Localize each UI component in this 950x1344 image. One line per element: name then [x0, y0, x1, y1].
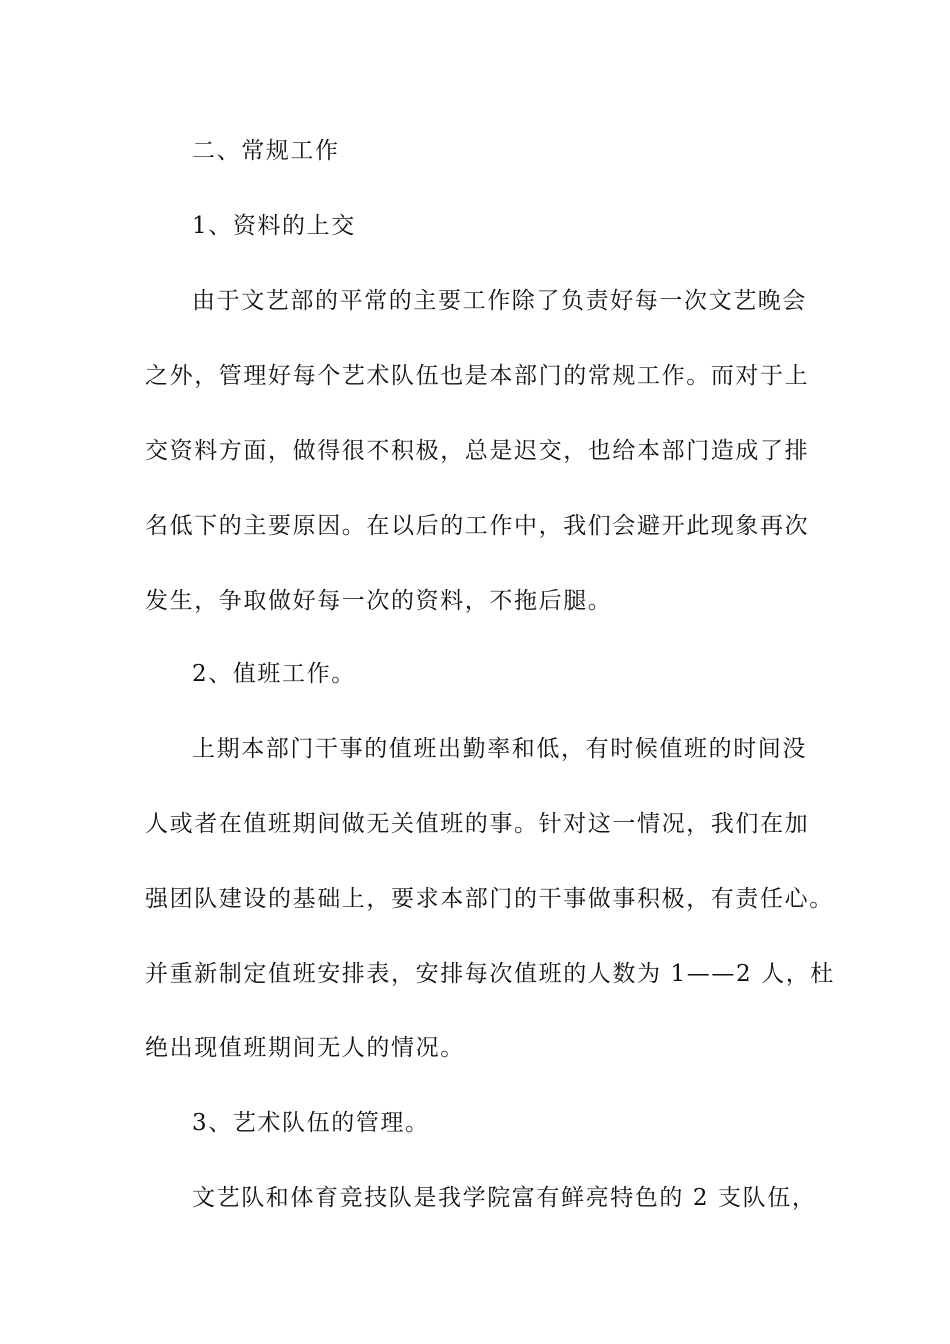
paragraph-line: 绝出现值班期间无人的情况。 [145, 1035, 465, 1061]
paragraph-line: 交资料方面，做得很不积极，总是迟交，也给本部门造成了排 [145, 438, 810, 464]
subsection-heading: 3、艺术队伍的管理。 [192, 1110, 430, 1136]
paragraph-line: 之外，管理好每个艺术队伍也是本部门的常规工作。而对于上 [145, 363, 810, 389]
paragraph-line: 并重新制定值班安排表，安排每次值班的人数为 1——2 人，杜 [145, 961, 835, 987]
subsection-heading: 1、资料的上交 [192, 213, 356, 239]
paragraph-line: 文艺队和体育竞技队是我学院富有鲜亮特色的 2 支队伍， [192, 1185, 817, 1211]
paragraph-line: 人或者在值班期间做无关值班的事。针对这一情况，我们在加 [145, 811, 810, 837]
paragraph-line: 由于文艺部的平常的主要工作除了负责好每一次文艺晚会 [192, 288, 807, 314]
section-heading: 二、常规工作 [192, 138, 340, 164]
paragraph-line: 上期本部门干事的值班出勤率和低，有时候值班的时间没 [192, 736, 807, 762]
paragraph-line: 强团队建设的基础上，要求本部门的干事做事积极，有责任心。 [145, 886, 834, 912]
paragraph-line: 发生，争取做好每一次的资料，不拖后腿。 [145, 588, 613, 614]
paragraph-line: 名低下的主要原因。在以后的工作中，我们会避开此现象再次 [145, 513, 810, 539]
subsection-heading: 2、值班工作。 [192, 661, 356, 687]
